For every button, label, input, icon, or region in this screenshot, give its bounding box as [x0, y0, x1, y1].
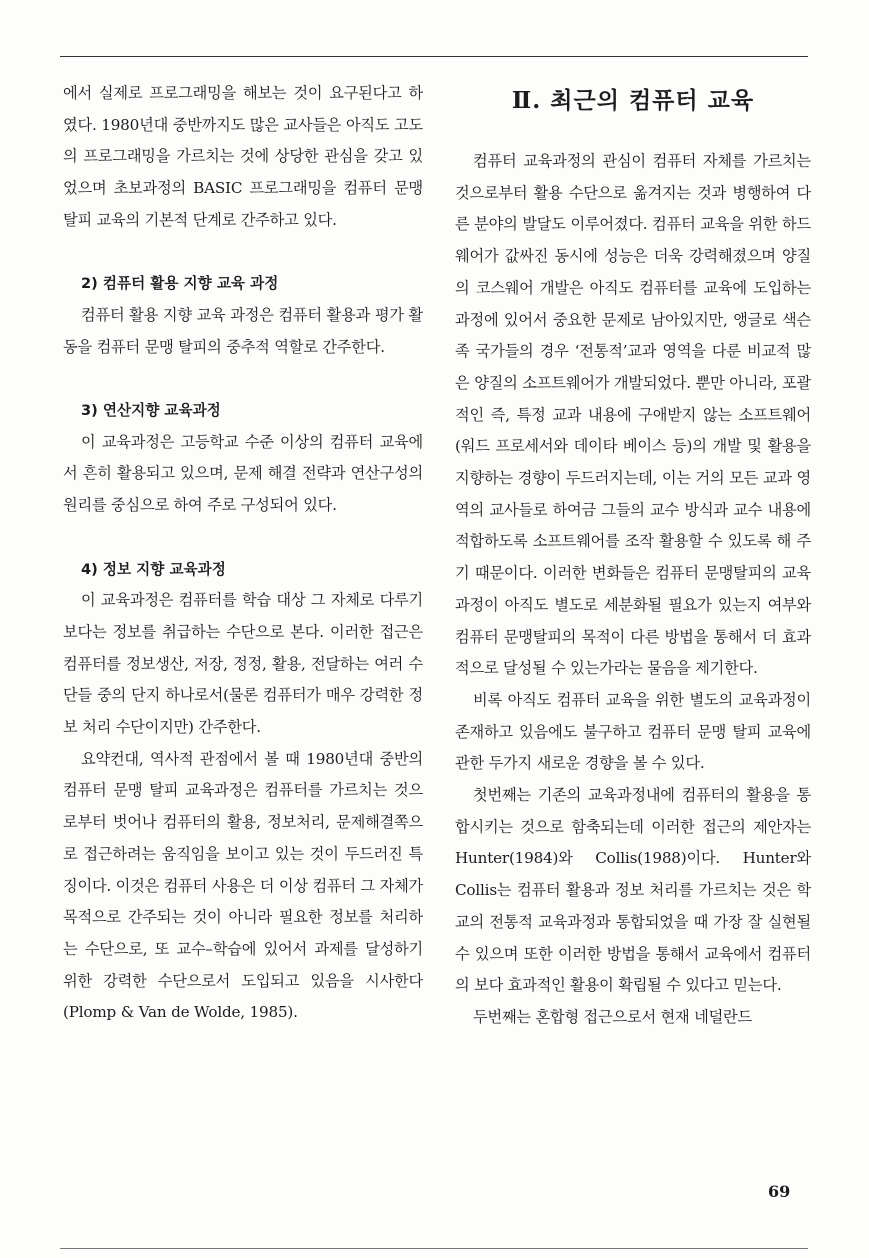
left-paragraph-3: 이 교육과정은 고등학교 수준 이상의 컴퓨터 교육에서 흔히 활용되고 있으며, 문제 해결 전략과 연산구성의 원리를 중심으로 하여 주로 구성되어 있다. — [63, 432, 423, 515]
page-number: 69 — [768, 1182, 791, 1201]
subsection-heading-4: 4) 정보 지향 교육과정 — [81, 560, 226, 578]
header-rule — [60, 56, 808, 57]
left-column — [63, 78, 423, 1029]
left-paragraph-5: 요약컨대, 역사적 관점에서 볼 때 1980년대 중반의 컴퓨터 문맹 탈피 교육과정은 컴퓨터를 가르치는 것으로부터 벗어나 컴퓨터의 활용, 정보처리, 문제해결쪽으로 접근하려는 움직임을 보이고 있는 것이 두드러진 특징이다. 이것은 컴퓨터 사용은 더 이상 컴퓨터 그 자체가 목적으로 간주되는 것이 아니라 필요한 정보를 처리하는 수단으로, 또 교수–학습에 있어서 과제를 달성하기 위한 강력한 수단으로서 도입되고 있음을 시사한다(Plomp & Van de Wolde, 1985). — [63, 749, 424, 1022]
section-title: Ⅱ. 최근의 컴퓨터 교육 — [511, 87, 755, 114]
subsection-heading-2: 2) 컴퓨터 활용 지향 교육 과정 — [81, 275, 279, 293]
subsection-heading-3: 3) 연산지향 교육과정 — [81, 402, 221, 419]
footer-rule — [60, 1248, 808, 1249]
left-paragraph-2: 컴퓨터 활용 지향 교육 과정은 컴퓨터 활용과 평가 활동을 컴퓨터 문맹 탈피의 중추적 역할로 간주한다. — [63, 305, 423, 356]
right-column — [455, 78, 811, 1034]
left-paragraph-1: 에서 실제로 프로그래밍을 해보는 것이 요구된다고 하였다. 1980년대 중반까지도 많은 교사들은 아직도 고도의 프로그래밍을 가르치는 것에 상당한 관심을 갖고 있었으며 초보과정의 BASIC 프로그래밍을 컴퓨터 문맹 탈피 교육의 기본적 단계로 간주하고 있다. — [63, 84, 423, 229]
right-paragraph-3: 첫번째는 기존의 교육과정내에 컴퓨터의 활용을 통합시키는 것으로 함축되는데 이러한 접근의 제안자는 Hunter(1984)와 Collis(1988)이다. Hunter와 Collis는 컴퓨터 활용과 정보 처리를 가르치는 것은 학교의 전통적 교육과정과 통합되었을 때 가장 잘 실현될 수 있으며 또한 이러한 방법을 통해서 교육에서 컴퓨터의 보다 효과적인 활용이 확립될 수 있다고 믿는다. — [455, 786, 811, 995]
right-paragraph-4: 두번째는 혼합형 접근으로서 현재 네덜란드 — [473, 1007, 752, 1026]
left-paragraph-4: 이 교육과정은 컴퓨터를 학습 대상 그 자체로 다루기보다는 정보를 취급하는 수단으로 본다. 이러한 접근은 컴퓨터를 정보생산, 저장, 정정, 활용, 전달하는 여러 수단들 중의 단지 하나로서(물론 컴퓨터가 매우 강력한 정보 처리 수단이지만) 간주한다. — [63, 591, 423, 737]
right-paragraph-1: 컴퓨터 교육과정의 관심이 컴퓨터 자체를 가르치는 것으로부터 활용 수단으로 옮겨지는 것과 병행하여 다른 분야의 발달도 이루어졌다. 컴퓨터 교육을 위한 하드웨어가 값싸진 동시에 성능은 더욱 강력해졌으며 양질의 코스웨어 개발은 아직도 컴퓨터를 교육에 도입하는 과정에 있어서 중요한 문제로 남아있지만, 앵글로 색슨족 국가들의 경우 ‘전통적’교과 영역을 다룬 비교적 많은 양질의 소프트웨어가 개발되었다. 뿐만 아니라, 포괄적인 즉, 특정 교과 내용에 구애받지 않는 소프트웨어(워드 프로세서와 데이타 베이스 등)의 개발 및 활용을 지향하는 경향이 두드러지는데, 이는 거의 모든 교과 영역의 교사들로 하여금 그들의 교수 방식과 교수 내용에 적합하도록 소프트웨어를 조작 활용할 수 있도록 해 주기 때문이다. 이러한 변화들은 컴퓨터 문맹탈피의 교육과정이 아직도 별도로 세분화될 필요가 있는지 여부와 컴퓨터 문맹탈피의 목적이 다른 방법을 통해서 더 효과적으로 달성될 수 있는가라는 물음을 제기한다. — [455, 152, 811, 678]
right-paragraph-2: 비록 아직도 컴퓨터 교육을 위한 별도의 교육과정이 존재하고 있음에도 불구하고 컴퓨터 문맹 탈피 교육에 관한 두가지 새로운 경향을 볼 수 있다. — [455, 690, 811, 773]
